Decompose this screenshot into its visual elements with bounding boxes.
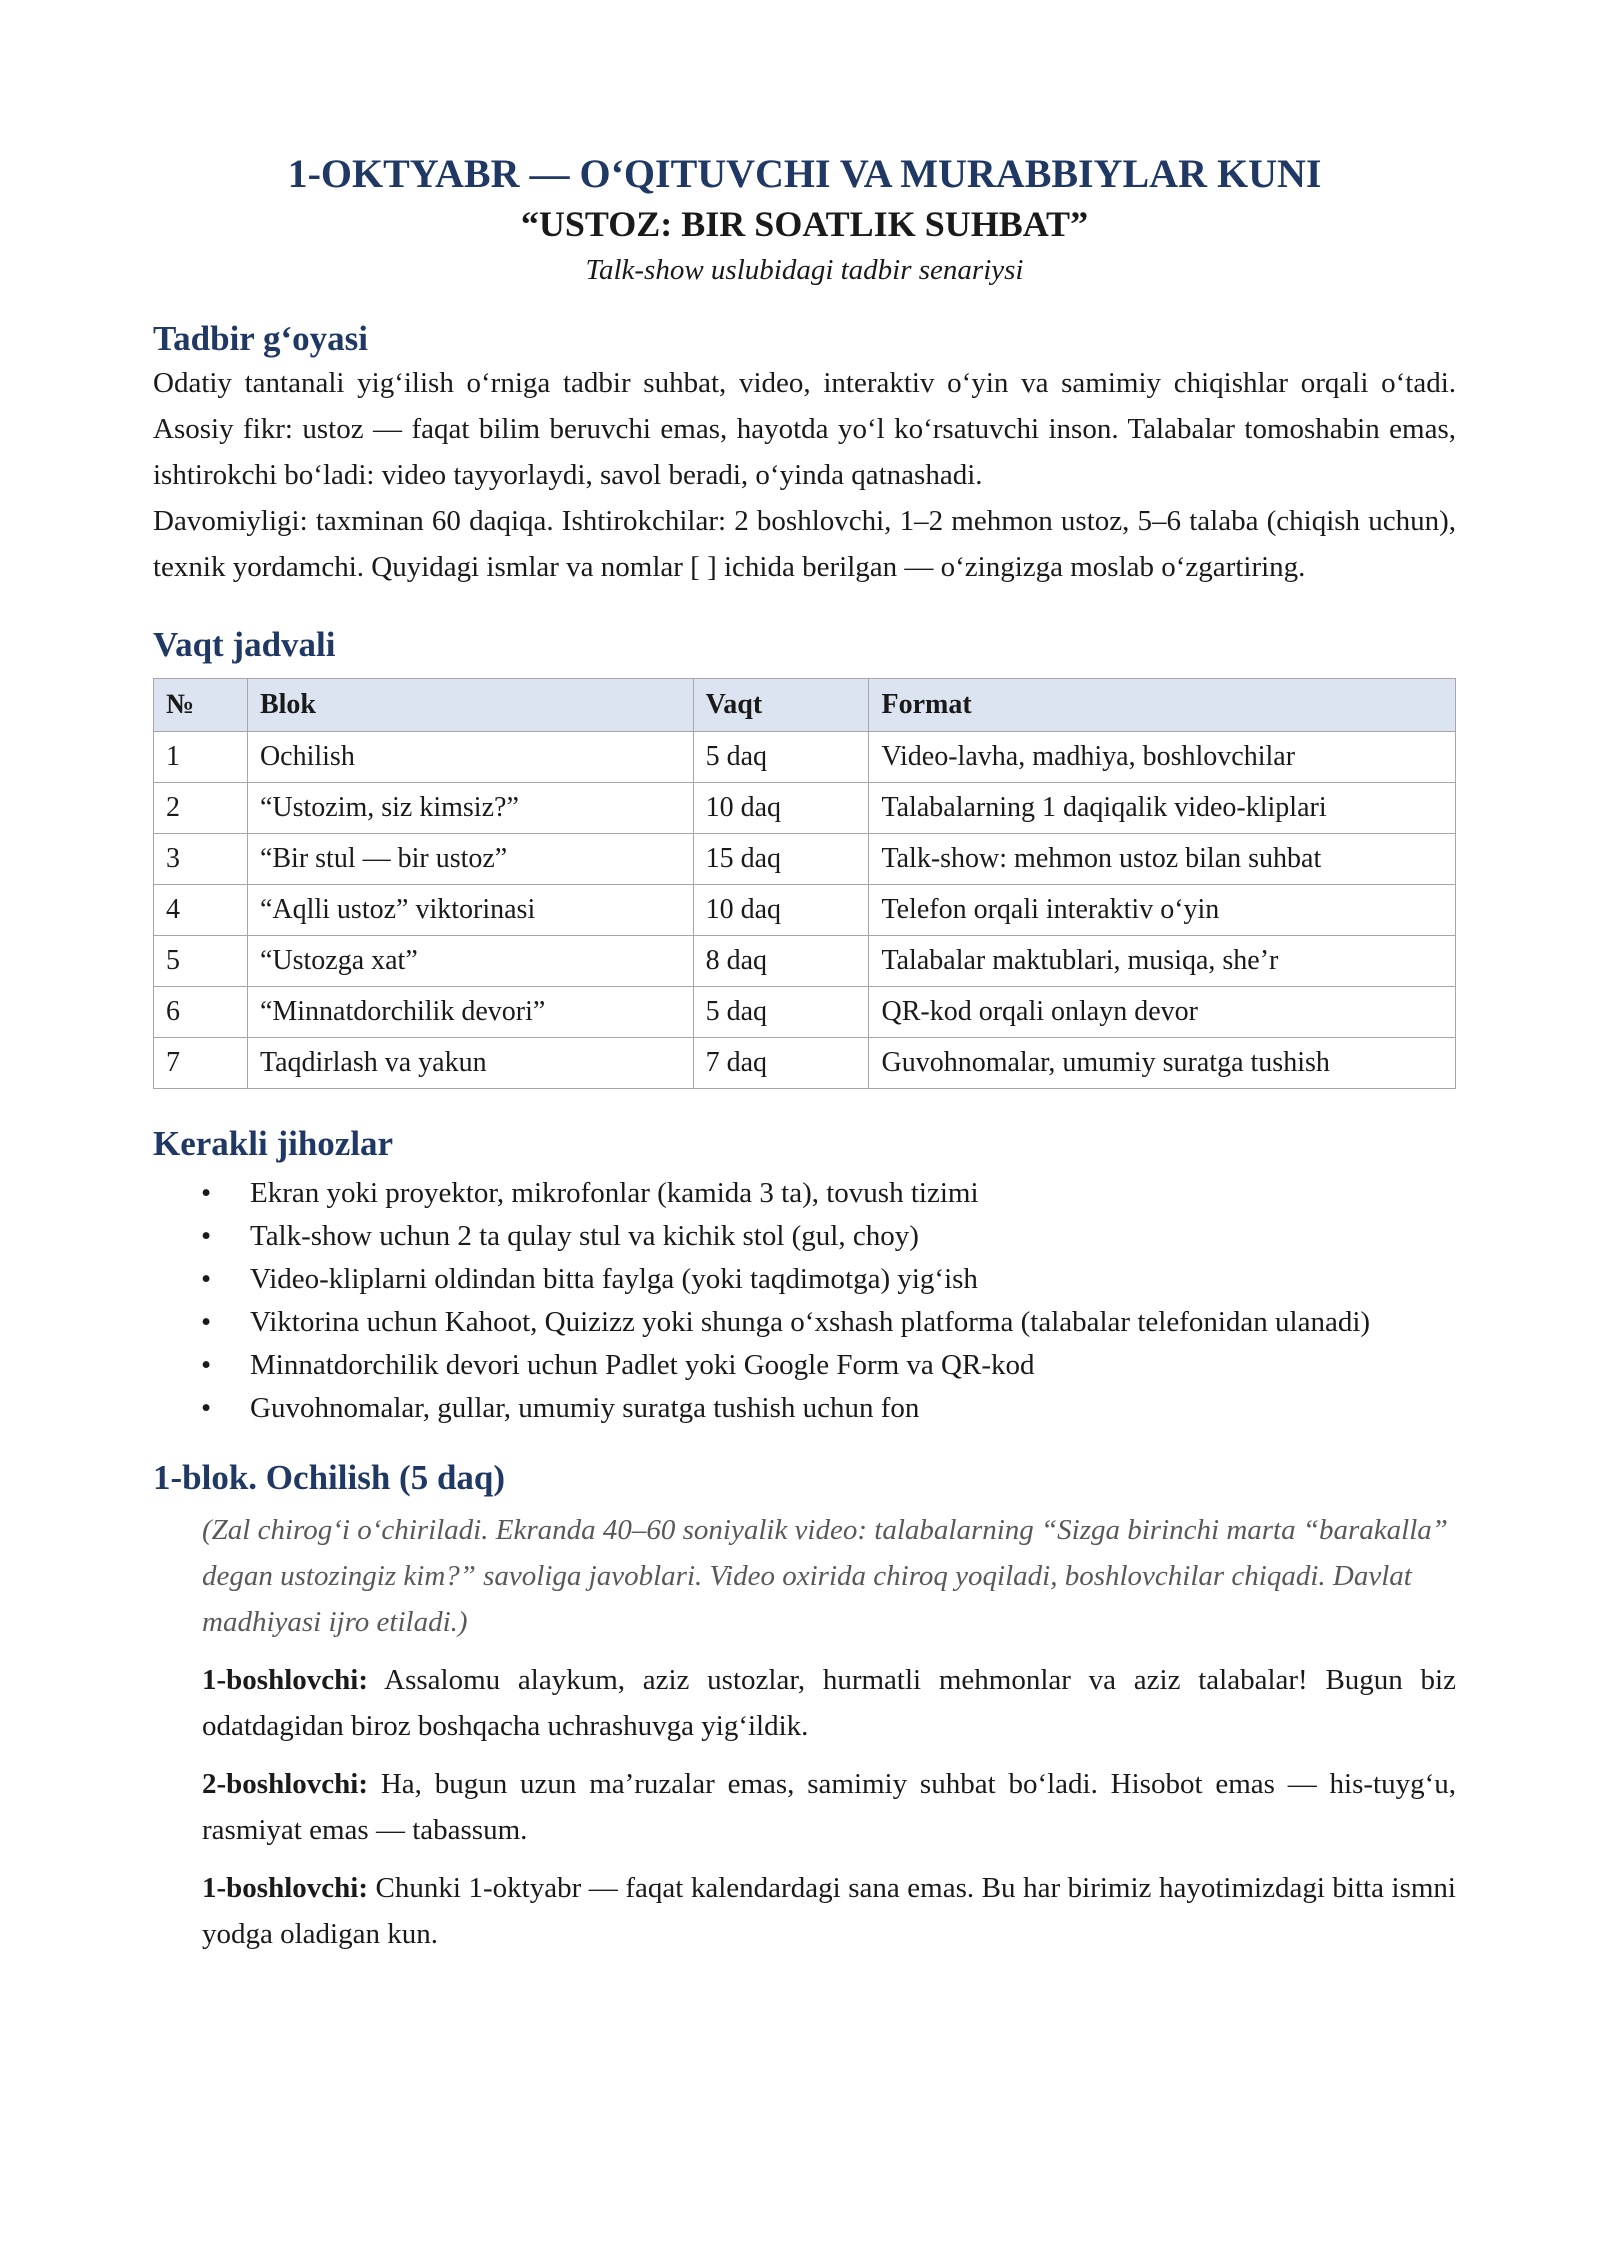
list-item-text: Talk-show uchun 2 ta qulay stul va kichik stol (gul, choy): [250, 1220, 919, 1252]
list-item-text: Guvohnomalar, gullar, umumiy suratga tushish uchun fon: [250, 1392, 920, 1424]
list-item: [153, 1347, 1456, 1384]
cell-block: “Aqlli ustoz” viktorinasi: [247, 885, 693, 936]
cell-number: 3: [154, 834, 248, 885]
bullet-icon: •: [201, 1392, 212, 1424]
column-header-block: Blok: [247, 679, 693, 732]
table-row: [154, 1038, 1456, 1089]
list-item: [153, 1175, 1456, 1212]
idea-heading: Tadbir g‘oyasi: [153, 319, 368, 358]
table-row: [154, 885, 1456, 936]
dialogue-line: [202, 1761, 1456, 1853]
cell-format: Guvohnomalar, umumiy suratga tushish: [869, 1038, 1456, 1089]
cell-number: 7: [154, 1038, 248, 1089]
cell-block: “Minnatdorchilik devori”: [247, 987, 693, 1038]
stage-direction: (Zal chirog‘i o‘chiriladi. Ekranda 40–60 soniyalik video: talabalarning “Sizga birinchi marta “barakalla” degan ustozingiz kim?” savoliga javoblari. Video oxirida chiroq yoqiladi, boshlovchilar chiqadi. Davlat madhiyasi ijro etiladi.): [202, 1514, 1448, 1638]
document-subtitle: “USTOZ: BIR SOATLIK SUHBAT”: [520, 204, 1089, 244]
cell-time: 15 daq: [693, 834, 869, 885]
cell-block: Taqdirlash va yakun: [247, 1038, 693, 1089]
cell-time: 7 daq: [693, 1038, 869, 1089]
column-header-number: №: [154, 679, 248, 732]
cell-number: 5: [154, 936, 248, 987]
table-row: [154, 987, 1456, 1038]
schedule-header-row: [154, 679, 1456, 732]
speaker-label: 1-boshlovchi:: [202, 1664, 368, 1696]
list-item: [153, 1218, 1456, 1255]
cell-number: 1: [154, 732, 248, 783]
bullet-icon: •: [201, 1306, 212, 1338]
document-title: 1-OKTYABR — O‘QITUVCHI VA MURABBIYLAR KUNI: [287, 151, 1322, 196]
column-header-format: Format: [869, 679, 1456, 732]
dialogue-line: [202, 1865, 1456, 1957]
cell-number: 4: [154, 885, 248, 936]
cell-block: “Bir stul — bir ustoz”: [247, 834, 693, 885]
bullet-icon: •: [201, 1263, 212, 1295]
cell-block: Ochilish: [247, 732, 693, 783]
cell-block: “Ustozim, siz kimsiz?”: [247, 783, 693, 834]
cell-time: 10 daq: [693, 885, 869, 936]
dialogue-line: [202, 1657, 1456, 1749]
speaker-label: 1-boshlovchi:: [202, 1872, 368, 1904]
block1-script: [202, 1507, 1456, 1957]
cell-number: 2: [154, 783, 248, 834]
cell-time: 5 daq: [693, 987, 869, 1038]
document-page: [153, 150, 1456, 1957]
equipment-list: [153, 1175, 1456, 1427]
list-item: [153, 1390, 1456, 1427]
cell-block: “Ustozga xat”: [247, 936, 693, 987]
cell-format: Video-lavha, madhiya, boshlovchilar: [869, 732, 1456, 783]
table-row: [154, 834, 1456, 885]
list-item-text: Ekran yoki proyektor, mikrofonlar (kamida 3 ta), tovush tizimi: [250, 1177, 979, 1209]
list-item-text: Video-kliplarni oldindan bitta faylga (yoki taqdimotga) yig‘ish: [250, 1263, 978, 1295]
table-row: [154, 936, 1456, 987]
speaker-label: 2-boshlovchi:: [202, 1768, 368, 1800]
cell-format: Telefon orqali interaktiv o‘yin: [869, 885, 1456, 936]
cell-time: 8 daq: [693, 936, 869, 987]
idea-paragraph-2: Davomiyligi: taxminan 60 daqiqa. Ishtirokchilar: 2 boshlovchi, 1–2 mehmon ustoz, 5–6 talaba (chiqish uchun), texnik yordamchi. Quyidagi ismlar va nomlar [ ] ichida berilgan — o‘zingizga moslab o‘zgartiring.: [153, 505, 1456, 583]
dialogue-text: Chunki 1-oktyabr — faqat kalendardagi sana emas. Bu har birimiz hayotimizdagi bitta ismni yodga oladigan kun.: [202, 1872, 1456, 1950]
column-header-time: Vaqt: [693, 679, 869, 732]
list-item: [153, 1304, 1456, 1341]
cell-number: 6: [154, 987, 248, 1038]
bullet-icon: •: [201, 1177, 212, 1209]
cell-format: Talabalarning 1 daqiqalik video-kliplari: [869, 783, 1456, 834]
schedule-heading: Vaqt jadvali: [153, 625, 336, 664]
bullet-icon: •: [201, 1349, 212, 1381]
cell-time: 5 daq: [693, 732, 869, 783]
idea-paragraph-1: Odatiy tantanali yig‘ilish o‘rniga tadbir suhbat, video, interaktiv o‘yin va samimiy chiqishlar orqali o‘tadi. Asosiy fikr: ustoz — faqat bilim beruvchi emas, hayotda yo‘l ko‘rsatuvchi inson. Talabalar tomoshabin emas, ishtirokchi bo‘ladi: video tayyorlaydi, savol beradi, o‘yinda qatnashadi.: [153, 367, 1456, 491]
document-tagline: Talk-show uslubidagi tadbir senariysi: [585, 254, 1024, 286]
block1-heading: 1-blok. Ochilish (5 daq): [153, 1458, 506, 1497]
list-item-text: Minnatdorchilik devori uchun Padlet yoki Google Form va QR-kod: [250, 1349, 1035, 1381]
dialogue-text: Assalomu alaykum, aziz ustozlar, hurmatli mehmonlar va aziz talabalar! Bugun biz odatdagidan biroz boshqacha uchrashuvga yig‘ildik.: [202, 1664, 1456, 1742]
cell-format: Talk-show: mehmon ustoz bilan suhbat: [869, 834, 1456, 885]
cell-format: Talabalar maktublari, musiqa, she’r: [869, 936, 1456, 987]
list-item-text: Viktorina uchun Kahoot, Quizizz yoki shunga o‘xshash platforma (talabalar telefonidan ulanadi): [250, 1306, 1371, 1338]
equipment-heading: Kerakli jihozlar: [153, 1124, 394, 1163]
schedule-table: [153, 678, 1456, 1089]
bullet-icon: •: [201, 1220, 212, 1252]
dialogue-text: Ha, bugun uzun ma’ruzalar emas, samimiy suhbat bo‘ladi. Hisobot emas — his-tuyg‘u, rasmiyat emas — tabassum.: [202, 1768, 1457, 1846]
list-item: [153, 1261, 1456, 1298]
cell-format: QR-kod orqali onlayn devor: [869, 987, 1456, 1038]
cell-time: 10 daq: [693, 783, 869, 834]
table-row: [154, 732, 1456, 783]
table-row: [154, 783, 1456, 834]
